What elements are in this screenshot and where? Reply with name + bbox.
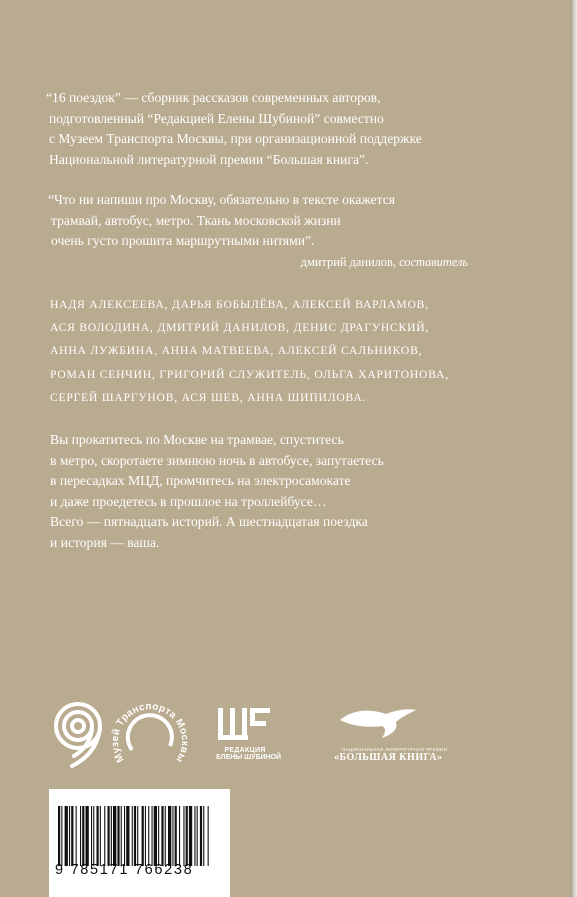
barcode-bar xyxy=(161,806,163,866)
shubina-line-2: ЕЛЕНЫ ШУБИНОЙ xyxy=(216,754,282,761)
barcode-bar xyxy=(71,806,73,866)
barcode-bar xyxy=(65,806,68,866)
barcode-bar xyxy=(121,806,122,866)
blurb-paragraph xyxy=(46,88,422,170)
barcode-bar xyxy=(80,806,81,866)
bird-icon xyxy=(338,706,418,740)
barcode-bar xyxy=(172,806,173,866)
blurb-line: подготовленный “Редакцией Елены Шубиной” совместно xyxy=(49,110,384,126)
shubina-mark-icon xyxy=(216,706,274,742)
barcode-bar xyxy=(124,806,125,866)
description-line: в метро, скоротаете зимнюю ночь в автобусе, запутаетесь xyxy=(50,452,384,468)
barcode-bar xyxy=(86,806,89,866)
barcode-bar xyxy=(145,806,146,866)
barcode-bar xyxy=(82,806,84,866)
author-line: РОМАН СЕНЧИН, ГРИГОРИЙ СЛУЖИТЕЛЬ, ОЛЬГА ХАРИТОНОВА, xyxy=(50,367,449,381)
description-line: и даже проедетесь в прошлое на троллейбусе… xyxy=(50,493,327,509)
blurb-line: “16 поездок” — сборник рассказов современных авторов, xyxy=(46,90,381,105)
barcode-bar xyxy=(168,806,171,866)
barcode-bar xyxy=(61,806,62,866)
barcode-bars xyxy=(56,803,213,869)
isbn-barcode xyxy=(49,789,230,897)
description-paragraph xyxy=(50,430,384,553)
barcode-bar xyxy=(148,806,149,866)
quote-author: дмитрий данилов, xyxy=(300,254,396,269)
description-line: Всего — пятнадцать историй. А шестнадцатая поездка xyxy=(50,514,368,529)
shubina-editorial-logo xyxy=(216,706,280,761)
barcode-bar xyxy=(69,806,70,866)
blurb-line: Национальной литературной премии “Большая книга”. xyxy=(49,151,369,167)
shubina-line-1: РЕДАКЦИЯ xyxy=(224,747,266,754)
description-line: Вы прокатитесь по Москве на трамвае, спуститесь xyxy=(50,432,344,447)
description-line: и история — ваша. xyxy=(50,534,160,550)
barcode-bar xyxy=(154,806,157,866)
barcode-bar xyxy=(97,806,99,866)
barcode-bar xyxy=(189,806,192,866)
page-edge xyxy=(570,0,577,897)
barcode-bar xyxy=(203,806,204,866)
barcode-bar xyxy=(208,806,209,866)
isbn-number: 9 785171 766238 xyxy=(55,862,194,878)
barcode-bar xyxy=(137,806,138,866)
quote-signature xyxy=(48,252,468,273)
barcode-bar xyxy=(93,806,94,866)
author-line: СЕРГЕЙ ШАРГУНОВ, АСЯ ШЕВ, АННА ШИПИЛОВА. xyxy=(50,390,367,404)
blurb-line: с Музеем Транспорта Москвы, при организационной поддержке xyxy=(49,131,422,146)
big-book-small-caption: НАЦИОНАЛЬНАЯ ЛИТЕРАТУРНАЯ ПРЕМИЯ xyxy=(342,747,448,752)
barcode-bar xyxy=(91,806,92,866)
sixteen-swirl-logo xyxy=(48,698,108,770)
barcode-bar xyxy=(76,806,77,866)
barcode-bar xyxy=(117,806,119,866)
quote-line: трамвай, автобус, метро. Ткань московской жизни xyxy=(51,212,341,228)
author-line: НАДЯ АЛЕКСЕЕВА, ДАРЬЯ БОБЫЛЁВА, АЛЕКСЕЙ ВАРЛАМОВ, xyxy=(50,298,429,311)
barcode-bar xyxy=(126,806,129,866)
barcode-bar xyxy=(142,806,144,866)
quote-line: очень густо прошита маршрутными нитями”. xyxy=(51,233,315,248)
svg-text:Музей Транспорта Москвы xyxy=(110,701,190,764)
barcode-bar xyxy=(197,806,198,866)
author-list xyxy=(50,293,449,409)
quote-line: “Что ни напиши про Москву, обязательно в тексте окажется xyxy=(48,192,396,207)
big-book-prize-logo xyxy=(334,706,459,763)
barcode-bar xyxy=(175,806,177,866)
big-book-name: «БОЛЬШАЯ КНИГА» xyxy=(334,752,443,763)
transport-museum-logo xyxy=(110,690,192,774)
barcode-bar xyxy=(132,806,133,866)
barcode-bar xyxy=(104,806,105,866)
barcode-bar xyxy=(183,806,184,866)
museum-logo-text: Музей Транспорта Москвы xyxy=(110,701,191,765)
barcode-bar xyxy=(179,806,180,866)
barcode-bar xyxy=(152,806,153,866)
barcode-bar xyxy=(158,806,159,866)
description-line: в пересадках МЦД, промчитесь на электросамокате xyxy=(50,473,351,488)
author-line: АННА ЛУЖБИНА, АННА МАТВЕЕВА, АЛЕКСЕЙ САЛЬНИКОВ, xyxy=(50,344,423,358)
barcode-bar xyxy=(113,806,116,866)
barcode-bar xyxy=(100,806,101,866)
barcode-bar xyxy=(111,806,112,866)
quote-paragraph xyxy=(48,190,468,272)
barcode-bar xyxy=(165,806,166,866)
author-line: АСЯ ВОЛОДИНА, ДМИТРИЙ ДАНИЛОВ, ДЕНИС ДРАГУНСКИЙ, xyxy=(50,321,430,335)
barcode-bar xyxy=(58,806,60,866)
barcode-bar xyxy=(186,806,188,866)
barcode-bar xyxy=(108,806,110,866)
barcode-bar xyxy=(194,806,195,866)
barcode-bar xyxy=(134,806,136,866)
quote-author-role: составитель xyxy=(399,254,468,269)
publisher-logos xyxy=(0,690,570,780)
barcode-bar xyxy=(200,806,202,866)
